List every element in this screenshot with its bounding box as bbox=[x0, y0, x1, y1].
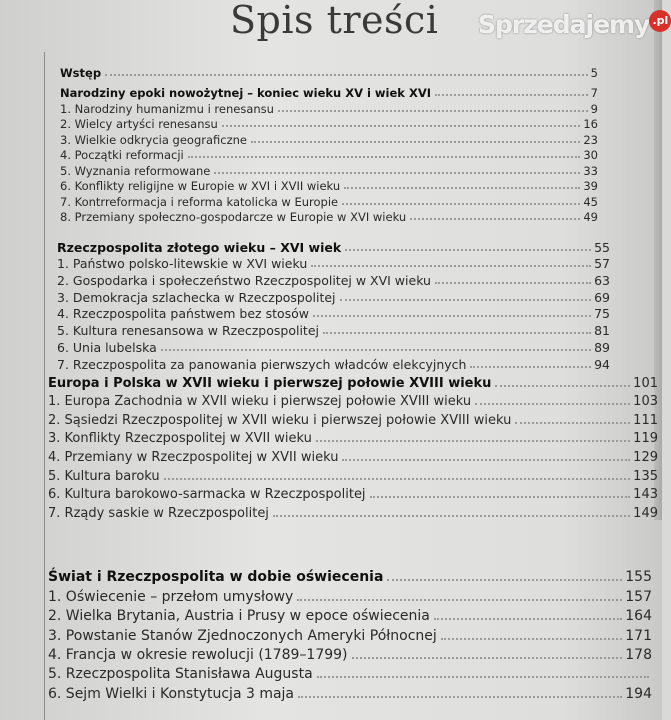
toc-entry bbox=[57, 288, 610, 305]
entry-title: 2. Sąsiedzi Rzeczpospolitej w XVII wieku i pierwszej połowie XVIII wieku bbox=[48, 412, 512, 428]
page-number: 129 bbox=[633, 449, 658, 465]
dot-leader bbox=[435, 94, 588, 96]
page-number: 23 bbox=[583, 132, 598, 147]
toc-entry bbox=[57, 338, 610, 355]
page-number: 155 bbox=[625, 569, 652, 586]
entry-title: 1. Oświecenie – przełom umysłowy bbox=[48, 588, 294, 605]
toc-section-1 bbox=[60, 64, 598, 224]
dot-leader bbox=[317, 676, 649, 678]
toc-entry bbox=[48, 644, 652, 663]
dot-leader bbox=[470, 366, 591, 368]
page-number: 75 bbox=[594, 306, 610, 322]
toc-chapter-heading bbox=[48, 372, 658, 391]
margin-rule bbox=[44, 52, 45, 720]
toc-section-2 bbox=[57, 238, 610, 372]
entry-title: 2. Gospodarka i społeczeństwo Rzeczpospolitej w XVI wieku bbox=[57, 273, 431, 289]
dot-leader bbox=[370, 496, 631, 498]
dot-leader bbox=[342, 203, 580, 205]
page-number: 45 bbox=[583, 194, 598, 209]
toc-entry bbox=[57, 255, 610, 272]
toc-entry bbox=[48, 409, 658, 428]
entry-title: Narodziny epoki nowożytnej – koniec wieku XV i wiek XVI bbox=[60, 86, 431, 100]
dot-leader bbox=[298, 696, 622, 698]
dot-leader bbox=[188, 156, 581, 158]
dot-leader bbox=[342, 459, 630, 461]
dot-leader bbox=[340, 299, 592, 301]
toc-chapter-heading bbox=[48, 566, 652, 585]
page-number: 89 bbox=[594, 339, 610, 355]
entry-title: 6. Sejm Wielki i Konstytucja 3 maja bbox=[48, 685, 295, 702]
page-number: 143 bbox=[633, 487, 658, 503]
entry-title: 3. Wielkie odkrycia geograficzne bbox=[60, 132, 247, 147]
entry-title: 3. Powstanie Stanów Zjednoczonych Ameryki Północnej bbox=[48, 627, 437, 644]
toc-entry bbox=[48, 682, 652, 701]
entry-title: 6. Konflikty religijne w Europie w XVI i XVII wieku bbox=[60, 179, 341, 193]
entry-title: 1. Państwo polsko-litewskie w XVI wieku bbox=[57, 256, 308, 272]
entry-title: 2. Wielcy artyści renesansu bbox=[60, 117, 218, 131]
entry-title: Wstęp bbox=[60, 65, 102, 80]
page-number: 149 bbox=[633, 505, 658, 521]
toc-entry bbox=[48, 391, 658, 410]
page-number: 49 bbox=[583, 210, 598, 224]
toc-entry bbox=[60, 178, 598, 194]
page-number: 55 bbox=[594, 239, 610, 255]
watermark-badge: .pl bbox=[649, 10, 671, 32]
toc-chapter-heading bbox=[57, 238, 610, 255]
entry-title: 4. Początki reformacji bbox=[60, 148, 184, 162]
toc-entry bbox=[60, 100, 598, 116]
toc-entry bbox=[48, 446, 658, 465]
page-number: 57 bbox=[594, 256, 610, 272]
toc-chapter-heading bbox=[60, 85, 598, 101]
toc-section-4 bbox=[48, 566, 652, 702]
entry-title: 5. Kultura renesansowa w Rzeczpospolitej bbox=[57, 323, 319, 339]
watermark-text: Sprzedajemy bbox=[478, 10, 650, 39]
toc-entry bbox=[48, 428, 658, 447]
dot-leader bbox=[251, 141, 580, 143]
entry-title: 2. Wielka Brytania, Austria i Prusy w epoce oświecenia bbox=[48, 608, 430, 625]
dot-leader bbox=[344, 187, 580, 189]
dot-leader bbox=[323, 332, 591, 334]
dot-leader bbox=[313, 315, 591, 317]
entry-title: 3. Konflikty Rzeczpospolitej w XVII wieku bbox=[48, 431, 312, 447]
page-number: 157 bbox=[625, 588, 652, 605]
toc-intro bbox=[60, 64, 598, 80]
entry-title: 4. Przemiany w Rzeczpospolitej w XVII wieku bbox=[48, 449, 339, 465]
toc-entry bbox=[57, 321, 610, 338]
entry-title: 5. Rzeczpospolita Stanisława Augusta bbox=[48, 666, 313, 683]
page-number: 81 bbox=[594, 323, 610, 339]
entry-title: 7. Rządy saskie w Rzeczpospolitej bbox=[48, 505, 269, 521]
dot-leader bbox=[435, 282, 591, 284]
toc-entry bbox=[57, 271, 610, 288]
dot-leader bbox=[297, 599, 622, 601]
page-number: 5 bbox=[590, 65, 598, 80]
toc-entry bbox=[48, 465, 658, 484]
page-number: 30 bbox=[583, 148, 598, 162]
dot-leader bbox=[352, 657, 623, 659]
dot-leader bbox=[387, 579, 622, 581]
page-number: 164 bbox=[625, 608, 652, 625]
page-number: 7 bbox=[590, 86, 598, 100]
entry-title: 7. Kontrreformacja i reforma katolicka w Europie bbox=[60, 194, 339, 209]
entry-title: 4. Rzeczpospolita państwem bez stosów bbox=[57, 306, 310, 322]
page-number: 103 bbox=[633, 394, 658, 410]
dot-leader bbox=[164, 478, 631, 480]
entry-title: 5. Wyznania reformowane bbox=[60, 163, 211, 178]
entry-title: 5. Kultura baroku bbox=[48, 468, 160, 484]
toc-entry bbox=[48, 484, 658, 503]
dot-leader bbox=[345, 249, 591, 251]
toc-entry bbox=[48, 502, 658, 521]
toc-entry bbox=[57, 355, 610, 372]
page-number: 94 bbox=[594, 356, 610, 372]
page-number: 135 bbox=[633, 468, 658, 484]
dot-leader bbox=[316, 440, 630, 442]
page-number: 178 bbox=[625, 646, 652, 663]
entry-title: Świat i Rzeczpospolita w dobie oświecenia bbox=[48, 569, 384, 586]
entry-title: 3. Demokracja szlachecka w Rzeczpospolitej bbox=[57, 289, 336, 305]
dot-leader bbox=[273, 515, 630, 517]
page-number: 39 bbox=[583, 179, 598, 193]
toc-entry bbox=[60, 162, 598, 178]
dot-leader bbox=[475, 403, 630, 405]
dot-leader bbox=[515, 422, 630, 424]
dot-leader bbox=[214, 172, 580, 174]
entry-title: 4. Francja w okresie rewolucji (1789–1799) bbox=[48, 646, 348, 663]
dot-leader bbox=[410, 218, 580, 220]
page-number: 33 bbox=[583, 163, 598, 178]
page-number: 101 bbox=[633, 375, 658, 391]
dot-leader bbox=[311, 265, 591, 267]
page-number: 63 bbox=[594, 273, 610, 289]
page-number: 16 bbox=[583, 117, 598, 131]
toc-entry bbox=[60, 116, 598, 132]
page-number: 69 bbox=[594, 289, 610, 305]
toc-entry bbox=[48, 585, 652, 604]
entry-title: 1. Narodziny humanizmu i renesansu bbox=[60, 101, 274, 116]
dot-leader bbox=[161, 349, 591, 351]
toc-entry bbox=[60, 193, 598, 209]
page-number: 171 bbox=[625, 627, 652, 644]
watermark-logo bbox=[478, 10, 671, 39]
dot-leader bbox=[222, 125, 581, 127]
entry-title: 7. Rzeczpospolita za panowania pierwszych władców elekcyjnych bbox=[57, 356, 467, 372]
entry-title: 6. Unia lubelska bbox=[57, 339, 157, 355]
page-number: 9 bbox=[590, 101, 598, 116]
toc-entry bbox=[48, 624, 652, 643]
dot-leader bbox=[434, 618, 622, 620]
entry-title: Europa i Polska w XVII wieku i pierwszej połowie XVIII wieku bbox=[48, 375, 492, 391]
page-number: 111 bbox=[633, 412, 658, 428]
toc-entry bbox=[60, 147, 598, 163]
toc-entry bbox=[60, 131, 598, 147]
dot-leader bbox=[495, 385, 630, 387]
page-title: Spis treści bbox=[230, 0, 439, 42]
entry-title: Rzeczpospolita złotego wieku – XVI wiek bbox=[57, 239, 342, 255]
toc-entry bbox=[48, 663, 652, 682]
page-number: 194 bbox=[625, 685, 652, 702]
entry-title: 6. Kultura barokowo-sarmacka w Rzeczpospolitej bbox=[48, 487, 366, 503]
page-number: 119 bbox=[633, 431, 658, 447]
entry-title: 8. Przemiany społeczno-gospodarcze w Europie w XVI wieku bbox=[60, 210, 407, 224]
toc-entry bbox=[60, 209, 598, 225]
toc-entry bbox=[57, 305, 610, 322]
dot-leader bbox=[441, 638, 622, 640]
toc-entry bbox=[48, 605, 652, 624]
entry-title: 1. Europa Zachodnia w XVII wieku i pierwszej połowie XVIII wieku bbox=[48, 394, 472, 410]
dot-leader bbox=[105, 74, 588, 76]
toc-section-3 bbox=[48, 372, 658, 521]
dot-leader bbox=[278, 110, 588, 112]
